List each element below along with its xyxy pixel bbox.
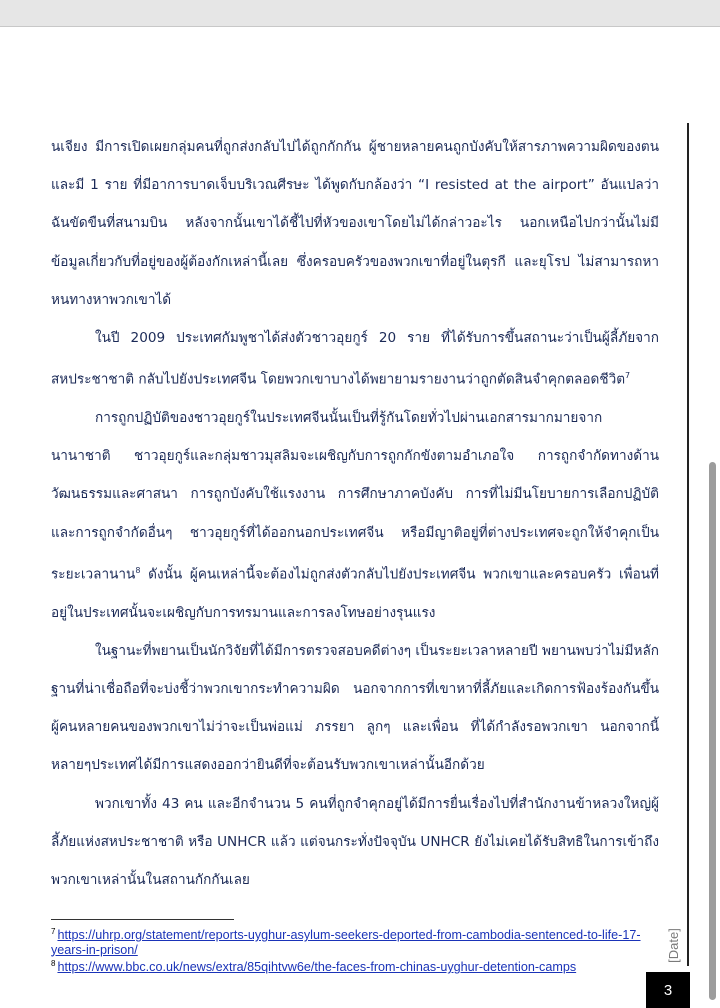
paragraph-2 [51,319,659,399]
footnote-number: 7 [51,927,56,936]
paragraph-3-text: การถูกปฏิบัติของชาวอุยกูร์ในประเทศจีนนั้นเป็นที่รู้กันโดยทั่วไปผ่านเอกสารมากมายจากนานาชาติ ชาวอุยกูร์และกลุ่มชาวมุสลิมจะเผชิญกับการถูกกักขังตามอำเภอใจ การถูกจำกัดทางด้านวัฒนธรรมและศาสนา การถูกบังคับใช้แรงงาน การศึกษาภาคบังคับ การที่ไม่มีนโยบายการเลือกปฏิบัติ และการถูกจำกัดอื่นๆ ชาวอุยกูร์ที่ได้ออกนอกประเทศจีน หรือมีญาติอยู่ที่ต่างประเทศจะถูกให้จำคุกเป็นระยะเวลานาน [51,409,659,583]
footnote-ref-7[interactable]: 7 [625,371,631,381]
footnote-7 [51,925,651,957]
paragraph-2-text: ในปี 2009 ประเทศกัมพูชาได้ส่งตัวชาวอุยกูร์ 20 ราย ที่ได้รับการขึ้นสถานะว่าเป็นผู้ลี้ภัยจากสหประชาชาติ กลับไปยังประเทศจีน โดยพวกเขาบางได้พยายามรายงานว่าถูกตัดสินจำคุกตลอดชีวิต [51,330,659,388]
document-page [0,27,720,1000]
date-field [664,923,682,967]
footnote-8 [51,957,651,975]
paragraph-4: ในฐานะที่พยานเป็นนักวิจัยที่ได้มีการตรวจสอบคดีต่างๆ เป็นระยะเวลาหลายปี พยานพบว่าไม่มีหลักฐานที่น่าเชื่อถือที่จะบ่งชี้ว่าพวกเขากระทำความผิด นอกจากการที่เขาหาที่ลี้ภัยและเกิดการฟ้องร้องกันขึ้น ผู้คนหลายคนของพวกเขาไม่ว่าจะเป็นพ่อแม่ ภรรยา ลูกๆ และเพื่อน ที่ได้กำลังรอพวกเขา นอกจากนี้หลายๆประเทศได้มีการแสดงออกว่ายินดีที่จะต้อนรับพวกเขาเหล่านั้นอีกด้วย [51,642,659,774]
paragraph-3-cont: ดังนั้น ผู้คนเหล่านี้จะต้องไม่ถูกส่งตัวกลับไปยังประเทศจีน พวกเขาและครอบครัว เพื่อนที่อยู่ในประเทศนั้นจะเผชิญกับการทรมานและการลงโทษอย่างรุนแรง [51,566,659,621]
footnote-separator [51,919,234,920]
footnote-ref-8[interactable]: 8 [135,565,141,575]
page-number: 3 [663,981,673,999]
scrollbar-thumb[interactable] [709,462,716,1000]
footnotes [51,925,651,975]
document-body [51,128,659,899]
paragraph-5: พวกเขาทั้ง 43 คน และอีกจำนวน 5 คนที่ถูกจำคุกอยู่ได้มีการยื่นเรื่องไปที่สำนักงานข้าหลวงใหญ่ผู้ลี้ภัยแห่งสหประชาชาติ หรือ UNHCR แล้ว แต่จนกระทั่งปัจจุบัน UNHCR ยังไม่เคยได้รับสิทธิในการเข้าถึงพวกเขาเหล่านั้นในสถานกักกันเลย [51,795,659,888]
paragraph-1: นเจียง มีการเปิดเผยกลุ่มคนที่ถูกส่งกลับไปได้ถูกกักกัน ผู้ชายหลายคนถูกบังคับให้สารภาพความผิดของตน และมี 1 ราย ที่มีอาการบาดเจ็บบริเวณศีรษะ ได้พูดกับกล้องว่า “I resisted at the airport” อันแปลว่า ฉันขัดขืนที่สนามบิน หลังจากนั้นเขาได้ชี้ไปที่หัวของเขาโดยไม่ได้กล่าวอะไร นอกเหนือไปกว่านั้นไม่มีข้อมูลเกี่ยวกับที่อยู่ของผู้ต้องกักเหล่านี้เลย ซึ่งครอบครัวของพวกเขาที่อยู่ในตุรกี และยุโรป ไม่สามารถหาหนทางหาพวกเขาได้ [51,139,659,308]
page-number-box [646,972,690,1008]
date-label: [Date] [665,927,681,963]
footnote-link-7[interactable]: https://uhrp.org/statement/reports-uyghur-asylum-seekers-deported-from-cambodia-sentenced-to-life-17-years-in-prison/ [51,928,641,957]
paragraph-3 [51,399,659,632]
footnote-number: 8 [51,959,56,968]
viewer-top-bar [0,0,720,27]
footnote-link-8[interactable]: https://www.bbc.co.uk/news/extra/85qihtvw6e/the-faces-from-chinas-uyghur-detention-camps [57,960,577,974]
page-right-border [687,123,689,966]
